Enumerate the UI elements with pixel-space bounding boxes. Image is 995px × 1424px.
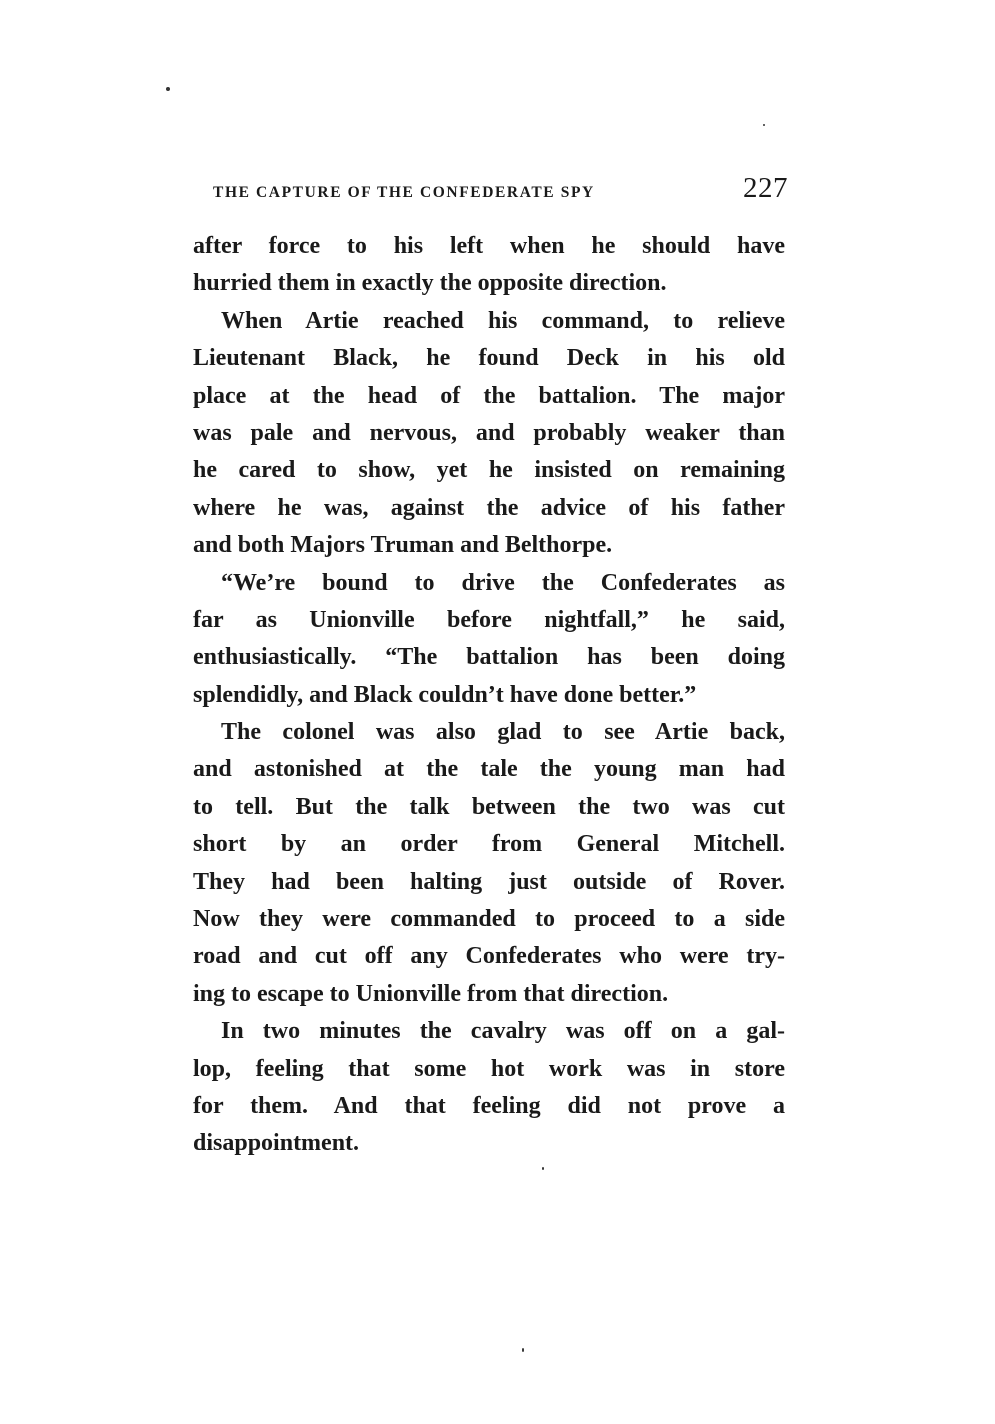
page-header [213, 172, 788, 212]
text-line: lop, feeling that some hot work was in store [193, 1055, 785, 1082]
text-line: In two minutes the cavalry was off on a gal- [221, 1018, 785, 1045]
text-line: enthusiastically. “The battalion has been doing [193, 644, 785, 671]
body-text [193, 228, 785, 1163]
text-line: and both Majors Truman and Belthorpe. [193, 532, 613, 559]
text-line: short by an order from General Mitchell. [193, 831, 785, 858]
text-line: was pale and nervous, and probably weaker than [193, 419, 785, 446]
text-line: splendidly, and Black couldn’t have done better.” [193, 681, 697, 708]
text-line: for them. And that feeling did not prove a [193, 1092, 785, 1119]
text-line: after force to his left when he should have [193, 233, 785, 259]
text-line: Now they were commanded to proceed to a side [193, 906, 785, 933]
text-line: hurried them in exactly the opposite direction. [193, 270, 667, 297]
running-head: THE CAPTURE OF THE CONFEDERATE SPY [213, 184, 595, 201]
text-line: he cared to show, yet he insisted on remaining [193, 457, 785, 484]
text-line: place at the head of the battalion. The major [193, 382, 785, 409]
text-line: disappointment. [193, 1130, 360, 1157]
text-line: “We’re bound to drive the Confederates as [221, 569, 785, 596]
page-number: 227 [743, 172, 788, 204]
print-speck [166, 87, 170, 91]
text-line: where he was, against the advice of his father [193, 494, 785, 521]
text-line: road and cut off any Confederates who were try- [193, 943, 785, 970]
text-line: far as Unionville before nightfall,” he said, [193, 606, 785, 633]
text-line: to tell. But the talk between the two was cut [193, 793, 785, 820]
text-line: The colonel was also glad to see Artie back, [221, 719, 785, 746]
print-speck [522, 1348, 524, 1352]
print-speck [763, 124, 765, 126]
text-line: When Artie reached his command, to relieve [221, 307, 785, 334]
text-line: ing to escape to Unionville from that direction. [193, 980, 669, 1007]
print-speck [542, 1167, 544, 1170]
text-line: Lieutenant Black, he found Deck in his old [193, 345, 785, 372]
text-line: They had been halting just outside of Rover. [193, 868, 785, 895]
text-line: and astonished at the tale the young man had [193, 756, 785, 783]
